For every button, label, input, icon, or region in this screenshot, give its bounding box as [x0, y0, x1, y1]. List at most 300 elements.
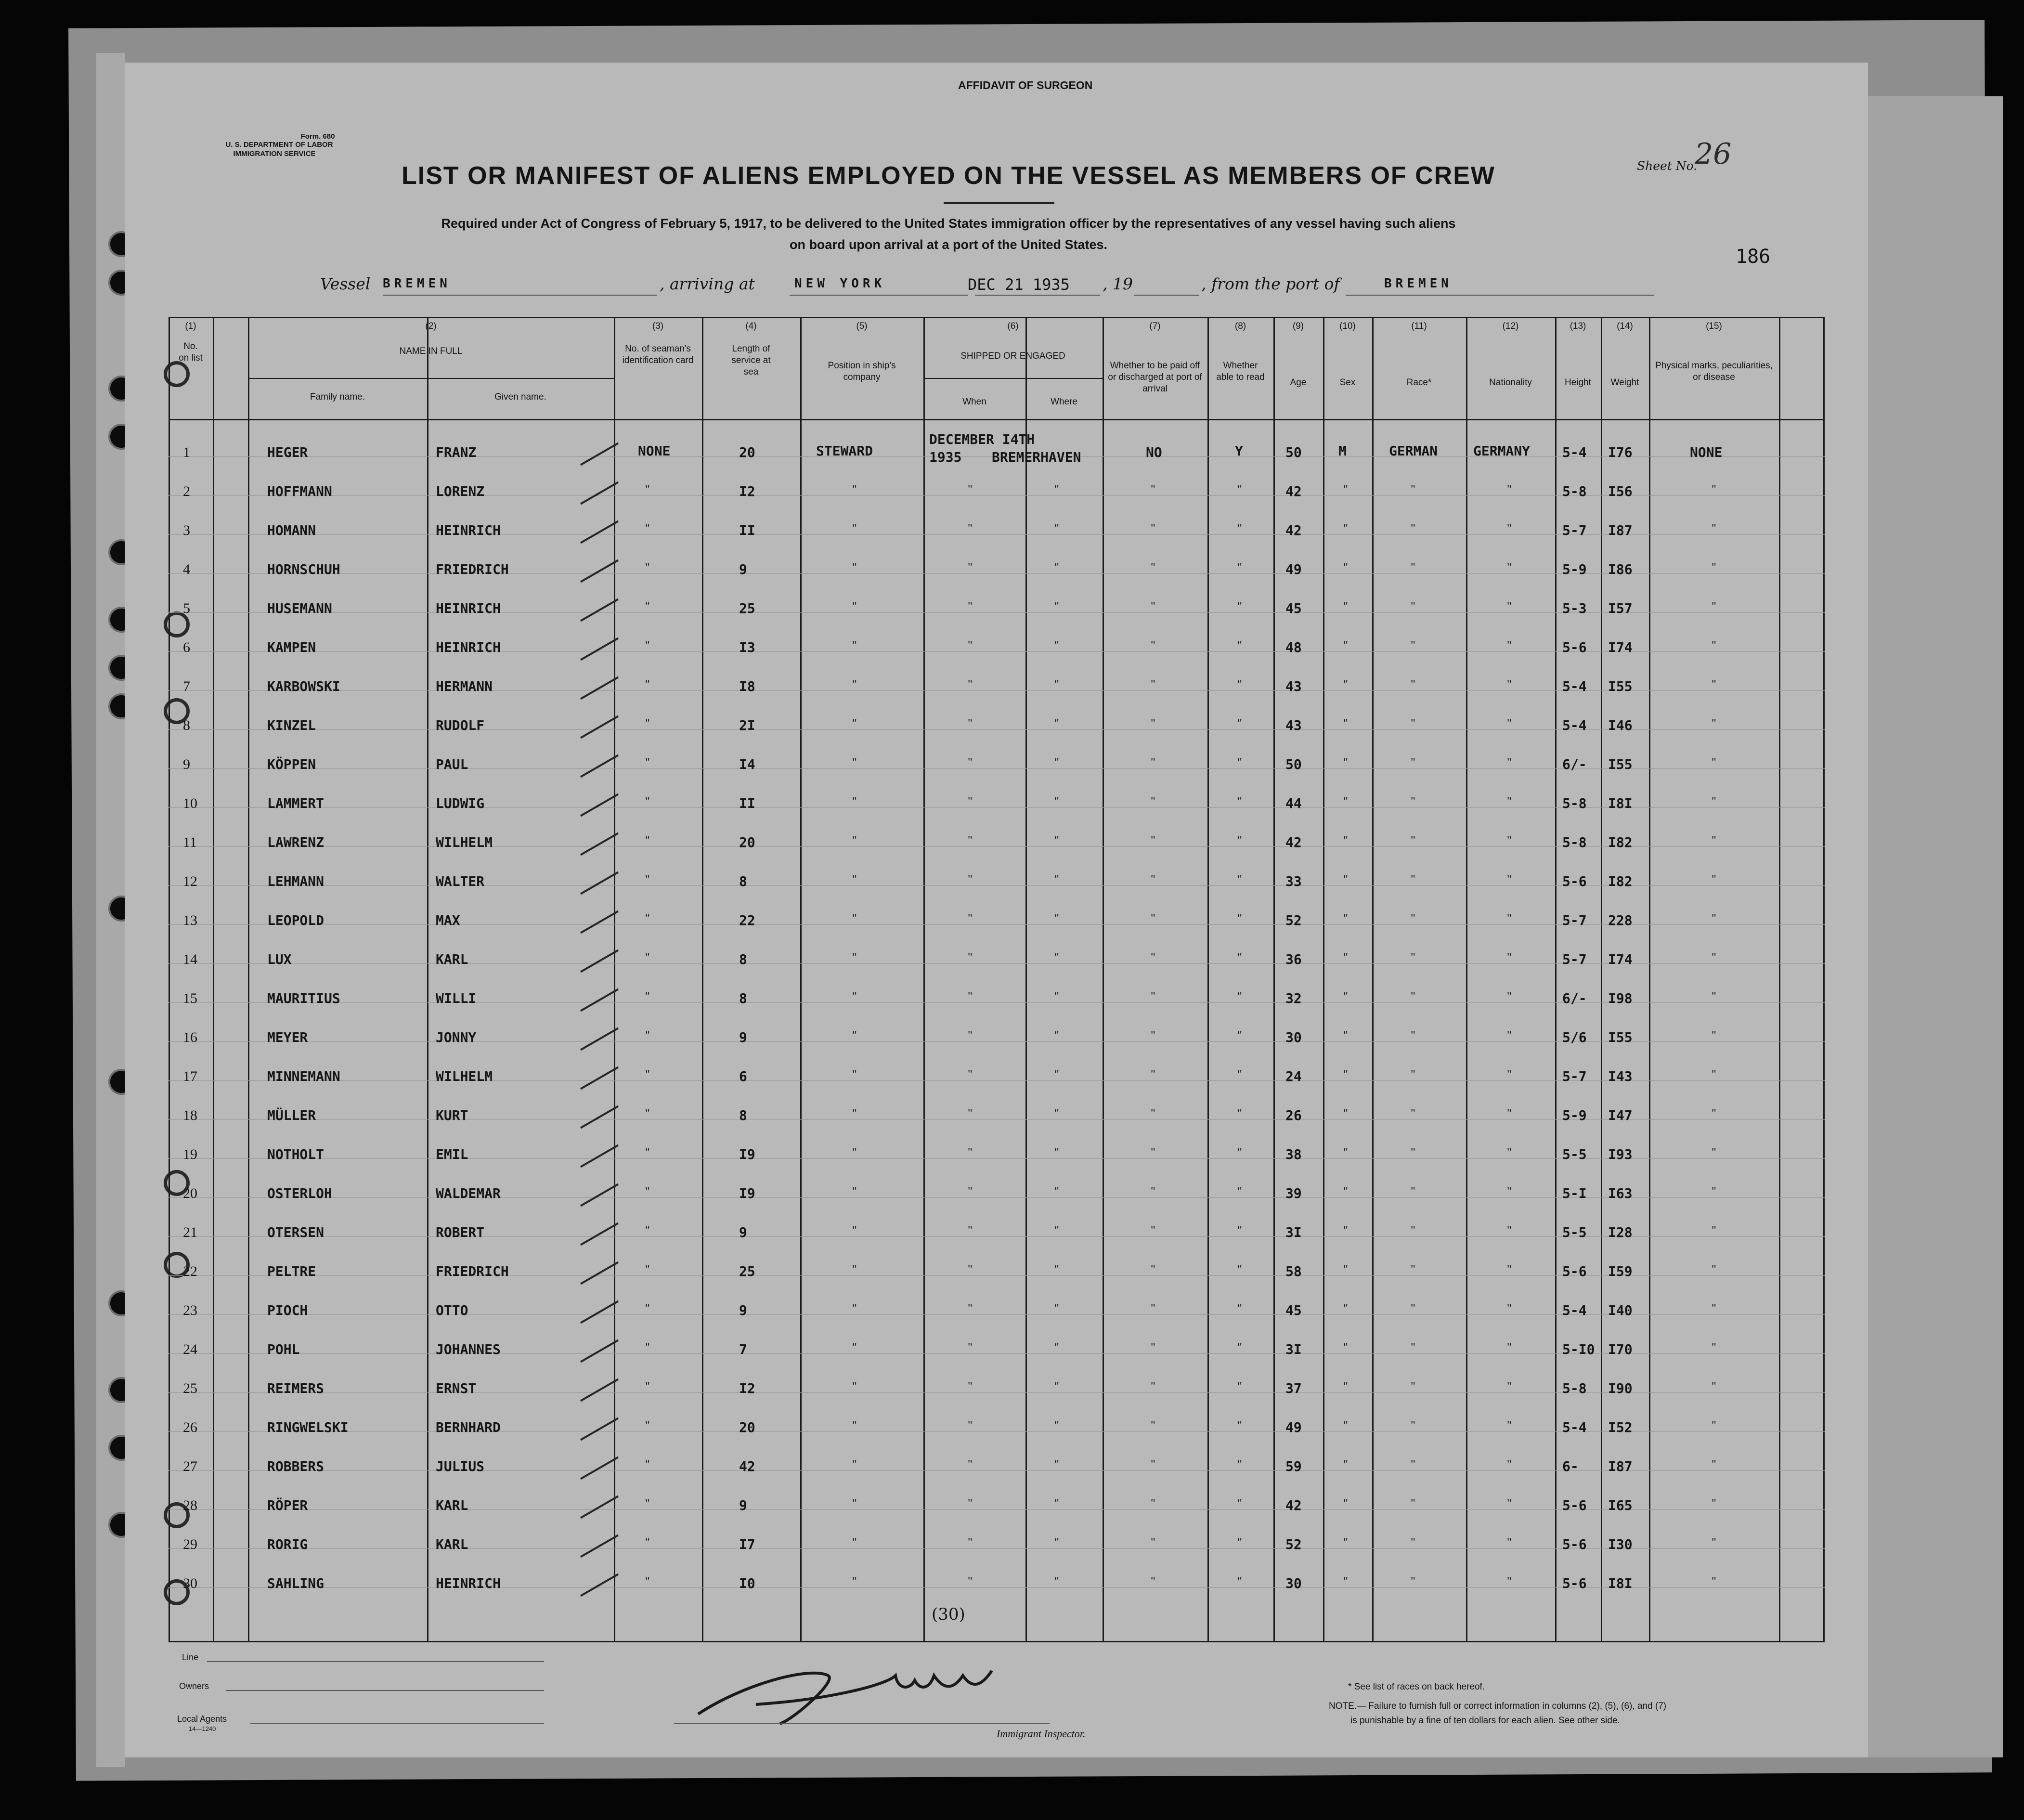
col-9-number: (9) [1292, 321, 1304, 331]
ditto-mark-dittoid: " [645, 561, 650, 574]
row-number: 23 [183, 1302, 197, 1318]
row-number: 16 [183, 1029, 197, 1045]
given-name: ROBERT [436, 1224, 485, 1240]
service-length: 8 [739, 990, 747, 1006]
col-14-header: Weight [1610, 377, 1639, 388]
service-length: 9 [739, 1497, 747, 1513]
row-1-id-card: NONE [638, 443, 671, 459]
year-label: , 19 [1103, 274, 1133, 293]
height: 5-4 [1562, 444, 1587, 460]
height: 5-4 [1562, 717, 1587, 733]
total-note: (30) [932, 1605, 965, 1624]
vessel-line [320, 274, 1654, 303]
check-mark [580, 1300, 619, 1324]
ditto-mark-dittopaid: " [1151, 1107, 1155, 1120]
row-number: 30 [183, 1575, 197, 1591]
ditto-mark-dittoread: " [1237, 1458, 1242, 1471]
age: 49 [1285, 1419, 1302, 1435]
ditto-mark-dittosex: " [1343, 1029, 1348, 1042]
service-length: 9 [739, 1302, 747, 1318]
ditto-mark-dittoread: " [1237, 912, 1242, 925]
ditto-mark-dittowhere: " [1054, 1263, 1059, 1276]
height: 5/6 [1562, 1029, 1587, 1045]
ditto-mark-dittowhere: " [1054, 1536, 1059, 1549]
col-5-header: Position in ship's company [828, 361, 896, 382]
row-number: 25 [183, 1380, 197, 1396]
col-6-number: (6) [1007, 321, 1019, 331]
ditto-mark-dittosex: " [1343, 522, 1348, 535]
ditto-mark-dittoid: " [645, 990, 650, 1003]
ditto-mark-dittomarks: " [1712, 1185, 1716, 1198]
family-name: PELTRE [267, 1263, 316, 1279]
service-length: I7 [739, 1536, 755, 1552]
age: 42 [1285, 483, 1302, 499]
row-number: 12 [183, 873, 197, 889]
family-name: OSTERLOH [267, 1185, 332, 1201]
ditto-mark-dittonat: " [1507, 1146, 1512, 1159]
ditto-mark-dittowhen: " [968, 912, 973, 925]
ditto-mark-dittopos: " [852, 1146, 857, 1159]
ditto-mark-dittorace: " [1411, 483, 1415, 496]
ditto-mark-dittoid: " [645, 1029, 650, 1042]
ditto-mark-dittonat: " [1507, 1419, 1512, 1432]
age: 42 [1285, 834, 1302, 850]
ditto-mark-dittonat: " [1507, 1185, 1512, 1198]
ditto-mark-dittopos: " [852, 756, 857, 769]
height: 5-I [1562, 1185, 1587, 1201]
check-mark [580, 754, 619, 778]
height: 5-8 [1562, 834, 1587, 850]
ditto-mark-dittonat: " [1507, 990, 1512, 1003]
weight: I59 [1608, 1263, 1633, 1279]
row-number: 14 [183, 951, 197, 967]
ditto-mark-dittosex: " [1343, 600, 1348, 613]
ditto-mark-dittopaid: " [1151, 522, 1155, 535]
height: 5-4 [1562, 678, 1587, 694]
family-name: KARBOWSKI [267, 678, 340, 694]
ditto-mark-dittoid: " [645, 1575, 650, 1588]
family-name: LEHMANN [267, 873, 324, 889]
ditto-mark-dittopos: " [852, 834, 857, 847]
ditto-mark-dittowhen: " [968, 1107, 973, 1120]
ditto-mark-dittoid: " [645, 1419, 650, 1432]
ditto-mark-dittosex: " [1343, 717, 1348, 730]
ditto-mark-dittowhen: " [968, 522, 973, 535]
row-number: 28 [183, 1497, 197, 1513]
age: 3I [1285, 1224, 1302, 1240]
from-label: , from the port of [1201, 274, 1340, 293]
given-name: HEINRICH [436, 639, 501, 655]
age: 45 [1285, 1302, 1302, 1318]
ditto-mark-dittomarks: " [1712, 834, 1716, 847]
given-name: BERNHARD [436, 1419, 501, 1435]
col-2-header: NAME IN FULL [399, 346, 463, 356]
age: 52 [1285, 1536, 1302, 1552]
ditto-mark-dittomarks: " [1712, 717, 1716, 730]
ditto-mark-dittorace: " [1411, 1380, 1415, 1393]
check-mark [580, 676, 619, 700]
service-length: 42 [739, 1458, 755, 1474]
ditto-mark-dittowhen: " [968, 1146, 973, 1159]
check-mark [580, 1417, 619, 1441]
ditto-mark-dittopaid: " [1151, 1224, 1155, 1237]
check-mark [580, 832, 619, 856]
weight: I43 [1608, 1068, 1633, 1084]
col-10-header: Sex [1339, 377, 1356, 388]
family-name: PIOCH [267, 1302, 308, 1318]
ditto-mark-dittorace: " [1411, 1341, 1415, 1354]
ditto-mark-dittowhen: " [968, 951, 973, 964]
ditto-mark-dittoid: " [645, 873, 650, 886]
ditto-mark-dittowhen: " [968, 1224, 973, 1237]
family-name: MINNEMANN [267, 1068, 340, 1084]
ditto-mark-dittosex: " [1343, 1146, 1348, 1159]
ditto-mark-dittowhere: " [1054, 951, 1059, 964]
family-name: KAMPEN [267, 639, 316, 655]
col-3-number: (3) [652, 321, 664, 331]
ditto-mark-dittoread: " [1237, 795, 1242, 808]
family-name: HUSEMANN [267, 600, 332, 616]
ditto-mark-dittomarks: " [1712, 1302, 1716, 1315]
ditto-mark-dittoid: " [645, 1263, 650, 1276]
given-name: WILHELM [436, 834, 493, 850]
service-length: 20 [739, 444, 755, 460]
ditto-mark-dittonat: " [1507, 483, 1512, 496]
ditto-mark-dittowhen: " [968, 1068, 973, 1081]
height: 5-6 [1562, 873, 1587, 889]
ditto-mark-dittomarks: " [1712, 600, 1716, 613]
col-14-number: (14) [1617, 321, 1633, 331]
ditto-mark-dittosex: " [1343, 1419, 1348, 1432]
check-mark [580, 1261, 619, 1285]
local-agents-label: Local Agents [177, 1714, 227, 1724]
ditto-mark-dittomarks: " [1712, 1575, 1716, 1588]
height: 5-9 [1562, 1107, 1587, 1123]
ditto-mark-dittoread: " [1237, 483, 1242, 496]
ditto-mark-dittorace: " [1411, 912, 1415, 925]
given-name: HEINRICH [436, 522, 501, 538]
service-length: 6 [739, 1068, 747, 1084]
ditto-mark-dittowhen: " [968, 639, 973, 652]
ditto-mark-dittopos: " [852, 1107, 857, 1120]
row-number: 15 [183, 990, 197, 1006]
ditto-mark-dittoid: " [645, 1185, 650, 1198]
ditto-mark-dittosex: " [1343, 756, 1348, 769]
ditto-mark-dittoread: " [1237, 1107, 1242, 1120]
ditto-mark-dittoid: " [645, 834, 650, 847]
service-name: IMMIGRATION SERVICE [233, 150, 316, 158]
height: 5-4 [1562, 1419, 1587, 1435]
ditto-mark-dittowhere: " [1054, 1185, 1059, 1198]
service-length: I3 [739, 639, 755, 655]
age: 49 [1285, 561, 1302, 577]
ditto-mark-dittopos: " [852, 912, 857, 925]
date-stamp: DEC 21 1935 [968, 275, 1070, 294]
age: 38 [1285, 1146, 1302, 1162]
ditto-mark-dittomarks: " [1712, 756, 1716, 769]
ditto-mark-dittorace: " [1411, 600, 1415, 613]
ditto-mark-dittorace: " [1411, 717, 1415, 730]
ditto-mark-dittopaid: " [1151, 1380, 1155, 1393]
check-mark [580, 1339, 619, 1363]
ditto-mark-dittowhere: " [1054, 1341, 1059, 1354]
age: 44 [1285, 795, 1302, 811]
ditto-mark-dittoid: " [645, 600, 650, 613]
ditto-mark-dittoid: " [645, 1224, 650, 1237]
weight: I63 [1608, 1185, 1633, 1201]
ditto-mark-dittowhere: " [1054, 1497, 1059, 1510]
row-number: 22 [183, 1263, 197, 1279]
ditto-mark-dittosex: " [1343, 639, 1348, 652]
ditto-mark-dittoread: " [1237, 522, 1242, 535]
ditto-mark-dittowhere: " [1054, 1029, 1059, 1042]
ditto-mark-dittoread: " [1237, 1302, 1242, 1315]
row-1-sex: M [1338, 443, 1347, 459]
age: 58 [1285, 1263, 1302, 1279]
ditto-mark-dittonat: " [1507, 1536, 1512, 1549]
row-number: 4 [183, 561, 190, 577]
ditto-mark-dittoread: " [1237, 756, 1242, 769]
service-length: 20 [739, 834, 755, 850]
ditto-mark-dittosex: " [1343, 1497, 1348, 1510]
row-number: 17 [183, 1068, 197, 1084]
ditto-mark-dittonat: " [1507, 1068, 1512, 1081]
ditto-mark-dittosex: " [1343, 1575, 1348, 1588]
family-name: RÖPER [267, 1497, 308, 1513]
height: 5-5 [1562, 1146, 1587, 1162]
ditto-mark-dittomarks: " [1712, 795, 1716, 808]
height: 5-6 [1562, 1575, 1587, 1591]
service-length: I9 [739, 1146, 755, 1162]
ditto-mark-dittorace: " [1411, 522, 1415, 535]
check-mark [580, 1534, 619, 1558]
ditto-mark-dittopaid: " [1151, 1341, 1155, 1354]
ditto-mark-dittosex: " [1343, 1302, 1348, 1315]
row-number: 3 [183, 522, 190, 538]
weight: I87 [1608, 522, 1633, 538]
check-mark [580, 910, 619, 934]
age: 59 [1285, 1458, 1302, 1474]
ditto-mark-dittopos: " [852, 1536, 857, 1549]
fine-note-1: NOTE.— Failure to furnish full or correct information in columns (2), (5), (6), and (7) [1329, 1701, 1667, 1711]
ditto-mark-dittopaid: " [1151, 1458, 1155, 1471]
age: 43 [1285, 678, 1302, 694]
ditto-mark-dittopaid: " [1151, 678, 1155, 691]
ditto-mark-dittorace: " [1411, 1458, 1415, 1471]
ditto-mark-dittopaid: " [1151, 873, 1155, 886]
ditto-mark-dittowhen: " [968, 678, 973, 691]
family-name: MAURITIUS [267, 990, 340, 1006]
age: 32 [1285, 990, 1302, 1006]
ditto-mark-dittowhere: " [1054, 873, 1059, 886]
ditto-mark-dittoid: " [645, 951, 650, 964]
ditto-mark-dittomarks: " [1712, 678, 1716, 691]
service-length: I9 [739, 1185, 755, 1201]
weight: I40 [1608, 1302, 1633, 1318]
ditto-mark-dittoread: " [1237, 1263, 1242, 1276]
col-6-header: SHIPPED OR ENGAGED [960, 351, 1065, 361]
row-number: 10 [183, 795, 197, 811]
col-8-header: Whether able to read [1216, 361, 1265, 382]
row-number: 5 [183, 600, 190, 616]
ditto-mark-dittorace: " [1411, 873, 1415, 886]
given-name: ERNST [436, 1380, 477, 1396]
ditto-mark-dittoread: " [1237, 1536, 1242, 1549]
family-name: NOTHOLT [267, 1146, 324, 1162]
service-length: I8 [739, 678, 755, 694]
ditto-mark-dittowhen: " [968, 1419, 973, 1432]
affidavit-heading: AFFIDAVIT OF SURGEON [958, 79, 1093, 91]
row-1-shipped-when: DECEMBER I4TH [929, 431, 1035, 447]
age: 39 [1285, 1185, 1302, 1201]
ditto-mark-dittonat: " [1507, 834, 1512, 847]
row-1-shipped-year: 1935 [929, 449, 962, 465]
ditto-mark-dittowhere: " [1054, 912, 1059, 925]
ditto-mark-dittomarks: " [1712, 1536, 1716, 1549]
ditto-mark-dittopaid: " [1151, 1068, 1155, 1081]
row-1-nationality: GERMANY [1473, 443, 1531, 459]
departure-port: BREMEN [1384, 276, 1453, 291]
service-length: 2I [739, 717, 755, 733]
check-mark [580, 637, 619, 661]
ditto-mark-dittomarks: " [1712, 873, 1716, 886]
age: 33 [1285, 873, 1302, 889]
row-1-paid-off: NO [1146, 444, 1162, 460]
ditto-mark-dittonat: " [1507, 600, 1512, 613]
ditto-mark-dittomarks: " [1712, 912, 1716, 925]
col-8-number: (8) [1234, 321, 1246, 331]
service-length: I2 [739, 483, 755, 499]
check-mark [580, 1066, 619, 1090]
row-1-read: Y [1235, 443, 1243, 459]
ditto-mark-dittorace: " [1411, 834, 1415, 847]
weight: I82 [1608, 873, 1633, 889]
height: 5-6 [1562, 1497, 1587, 1513]
check-mark [580, 793, 619, 817]
ditto-mark-dittoid: " [645, 756, 650, 769]
ditto-mark-dittomarks: " [1712, 1029, 1716, 1042]
col-3-header: No. of seaman's identification card [622, 344, 694, 365]
check-mark [580, 598, 619, 622]
service-length: 9 [739, 1029, 747, 1045]
col-7-header: Whether to be paid off or discharged at port of arrival [1108, 361, 1202, 394]
weight: I8I [1608, 795, 1633, 811]
ditto-mark-dittopos: " [852, 873, 857, 886]
check-mark [580, 1144, 619, 1168]
weight: I55 [1608, 678, 1633, 694]
check-mark [580, 715, 619, 739]
ditto-mark-dittopaid: " [1151, 1185, 1155, 1198]
ditto-mark-dittopaid: " [1151, 1575, 1155, 1588]
ditto-mark-dittorace: " [1411, 951, 1415, 964]
given-name: WILLI [436, 990, 477, 1006]
ditto-mark-dittopos: " [852, 600, 857, 613]
row-1-position: STEWARD [816, 443, 873, 459]
ditto-mark-dittopaid: " [1151, 990, 1155, 1003]
ditto-mark-dittorace: " [1411, 1029, 1415, 1042]
ditto-mark-dittoid: " [645, 1302, 650, 1315]
weight: I56 [1608, 483, 1633, 499]
ditto-mark-dittopos: " [852, 1029, 857, 1042]
ditto-mark-dittonat: " [1507, 561, 1512, 574]
service-length: I0 [739, 1575, 755, 1591]
ditto-mark-dittoid: " [645, 1458, 650, 1471]
page-title: LIST OR MANIFEST OF ALIENS EMPLOYED ON THE VESSEL AS MEMBERS OF CREW [402, 162, 1495, 190]
ditto-mark-dittopaid: " [1151, 1302, 1155, 1315]
family-name: KINZEL [267, 717, 316, 733]
height: 5-7 [1562, 522, 1587, 538]
col-10-number: (10) [1339, 321, 1356, 331]
weight: I74 [1608, 639, 1633, 655]
ditto-mark-dittopaid: " [1151, 1263, 1155, 1276]
ditto-mark-dittoid: " [645, 678, 650, 691]
age: 30 [1285, 1575, 1302, 1591]
service-length: I4 [739, 756, 755, 772]
ditto-mark-dittomarks: " [1712, 522, 1716, 535]
family-name: LEOPOLD [267, 912, 324, 928]
given-name: HEINRICH [436, 600, 501, 616]
ditto-mark-dittopos: " [852, 951, 857, 964]
ditto-mark-dittosex: " [1343, 990, 1348, 1003]
row-number: 7 [183, 678, 190, 694]
given-name: JULIUS [436, 1458, 485, 1474]
ditto-mark-dittopos: " [852, 717, 857, 730]
weight: I47 [1608, 1107, 1633, 1123]
ditto-mark-dittoread: " [1237, 1224, 1242, 1237]
col-11-number: (11) [1411, 321, 1427, 331]
col-4-number: (4) [745, 321, 757, 331]
ditto-mark-dittorace: " [1411, 1185, 1415, 1198]
service-length: 9 [739, 561, 747, 577]
ditto-mark-dittonat: " [1507, 1458, 1512, 1471]
ditto-mark-dittosex: " [1343, 1068, 1348, 1081]
height: 5-7 [1562, 951, 1587, 967]
col-9-header: Age [1290, 377, 1307, 388]
given-name: KARL [436, 1536, 468, 1552]
ditto-mark-dittomarks: " [1712, 951, 1716, 964]
ditto-mark-dittoread: " [1237, 1185, 1242, 1198]
ditto-mark-dittorace: " [1411, 1575, 1415, 1588]
ditto-mark-dittosex: " [1343, 1536, 1348, 1549]
age: 42 [1285, 522, 1302, 538]
check-mark [580, 949, 619, 973]
col-13-header: Height [1565, 377, 1591, 388]
row-number: 13 [183, 912, 197, 928]
weight: I87 [1608, 1458, 1633, 1474]
ditto-mark-dittonat: " [1507, 1107, 1512, 1120]
check-mark [580, 1222, 619, 1246]
ditto-mark-dittoread: " [1237, 1497, 1242, 1510]
ditto-mark-dittonat: " [1507, 1029, 1512, 1042]
ditto-mark-dittomarks: " [1712, 561, 1716, 574]
ditto-mark-dittowhen: " [968, 1536, 973, 1549]
ditto-mark-dittopos: " [852, 1419, 857, 1432]
ditto-mark-dittowhen: " [968, 873, 973, 886]
ditto-mark-dittomarks: " [1712, 1341, 1716, 1354]
ditto-mark-dittosex: " [1343, 951, 1348, 964]
ditto-mark-dittowhen: " [968, 1341, 973, 1354]
ditto-mark-dittorace: " [1411, 1263, 1415, 1276]
ditto-mark-dittosex: " [1343, 483, 1348, 496]
ditto-mark-dittomarks: " [1712, 639, 1716, 652]
ditto-mark-dittomarks: " [1712, 1107, 1716, 1120]
ditto-mark-dittosex: " [1343, 561, 1348, 574]
given-name: EMIL [436, 1146, 468, 1162]
ditto-mark-dittosex: " [1343, 1107, 1348, 1120]
title-underline [944, 202, 1054, 204]
ditto-mark-dittowhere: " [1054, 483, 1059, 496]
check-mark [580, 1456, 619, 1480]
